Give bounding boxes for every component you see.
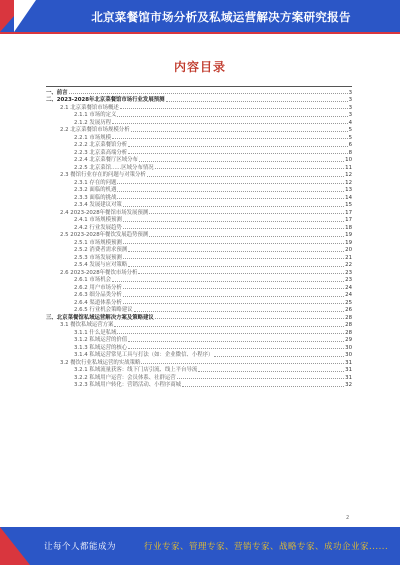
toc-entry[interactable] (46, 291, 352, 299)
page-footer (0, 527, 400, 565)
page-header (0, 0, 400, 32)
toc-leader-dots (198, 371, 344, 372)
toc-entry-title: 2.5.3 市场发展预测 (74, 254, 122, 261)
toc-leader-dots (155, 168, 345, 169)
toc-entry[interactable] (46, 88, 352, 96)
toc-entry-page: 3 (348, 104, 352, 111)
toc-entry-page: 28 (345, 329, 352, 336)
table-of-contents (46, 88, 352, 388)
report-title: 北京菜餐馆市场分析及私域运营解决方案研究报告 (91, 10, 351, 24)
toc-entry-page: 5 (348, 127, 352, 133)
toc-entry-page: 23 (345, 269, 352, 276)
toc-leader-dots (123, 258, 344, 259)
toc-entry-page: 15 (345, 202, 352, 208)
toc-entry-title: 2.5.1 市场规模预测 (74, 239, 122, 246)
toc-entry-page: 26 (345, 307, 352, 313)
toc-leader-dots (177, 378, 344, 379)
toc-entry-page: 21 (345, 254, 352, 261)
toc-entry-title: 2.6.5 行业机会策略建议 (74, 307, 133, 313)
toc-leader-dots (214, 356, 344, 357)
toc-entry[interactable] (46, 351, 352, 359)
toc-leader-dots (166, 101, 348, 102)
toc-entry-page: 31 (345, 367, 352, 373)
toc-leader-dots (123, 296, 344, 297)
toc-entry-title: 2.2.5 北京菜馆......区域分布情况 (74, 164, 154, 171)
toc-entry[interactable] (46, 103, 352, 111)
toc-entry[interactable] (46, 223, 352, 231)
toc-entry[interactable] (46, 193, 352, 201)
toc-entry-title: 2.5.4 发展与应对策略 (74, 262, 128, 268)
toc-entry-title: 3.1.3 私域运营的核心 (74, 344, 128, 351)
toc-entry-page: 29 (345, 337, 352, 343)
toc-entry[interactable] (46, 306, 352, 314)
toc-leader-dots (114, 326, 344, 327)
footer-red-corner (0, 527, 30, 565)
toc-leader-dots (117, 333, 344, 334)
toc-entry-title: 2.3.3 面临的挑战 (74, 194, 117, 201)
toc-entry-title: 3.1.2 私域运营的价值 (74, 337, 128, 343)
toc-entry-page: 14 (345, 194, 352, 201)
toc-top-rule (46, 86, 352, 87)
toc-entry[interactable] (46, 313, 352, 321)
toc-leader-dots (139, 161, 344, 162)
toc-entry[interactable] (46, 96, 352, 104)
toc-entry-page: 19 (345, 232, 352, 238)
toc-entry-title: 2.3.4 发展建议对策 (74, 202, 122, 208)
toc-entry[interactable] (46, 163, 352, 171)
toc-entry-title: 三、北京菜餐馆私域运营解决方案及策略建议 (46, 314, 154, 321)
toc-entry[interactable] (46, 111, 352, 119)
toc-entry[interactable] (46, 253, 352, 261)
toc-leader-dots (128, 251, 344, 252)
toc-entry[interactable] (46, 343, 352, 351)
toc-entry-page: 32 (345, 382, 352, 388)
toc-leader-dots (112, 281, 344, 282)
toc-entry-title: 2.1.2 发展历程 (74, 119, 111, 126)
toc-entry[interactable] (46, 216, 352, 224)
toc-entry-title: 2.4.2 行业发展趋势 (74, 224, 122, 231)
toc-entry-title: 2.2.2 北京菜餐馆分析 (74, 142, 128, 148)
toc-entry-title: 2.3.1 存在的问题 (74, 179, 117, 186)
toc-entry-page: 17 (345, 209, 352, 216)
toc-entry[interactable] (46, 141, 352, 149)
toc-entry-title: 3.1.4 私域运营常见工具与打法（如：企业微信、小程序） (74, 352, 214, 358)
toc-entry-title: 2.3.2 面临的机遇 (74, 187, 117, 193)
toc-entry-page: 4 (348, 119, 352, 126)
toc-entry[interactable] (46, 268, 352, 276)
toc-entry-page: 30 (345, 344, 352, 351)
toc-entry-title: 二、2023-2028年北京菜餐馆市场行业发展预测 (46, 97, 165, 103)
toc-entry[interactable] (46, 328, 352, 336)
toc-leader-dots (138, 273, 344, 274)
toc-leader-dots (134, 311, 345, 312)
toc-entry-title: 2.2.1 市场规模 (74, 134, 111, 141)
toc-leader-dots (128, 153, 347, 154)
toc-entry-title: 2.6.1 市场机会 (74, 277, 111, 283)
toc-leader-dots (123, 303, 344, 304)
toc-leader-dots (182, 386, 344, 387)
toc-leader-dots (117, 183, 344, 184)
toc-entry-page: 24 (345, 292, 352, 298)
toc-leader-dots (123, 221, 344, 222)
toc-leader-dots (141, 363, 344, 364)
toc-entry[interactable] (46, 118, 352, 126)
toc-entry-title: 3.2.1 私域流量获客：线下门店引流、线上平台导流 (74, 367, 198, 373)
toc-entry[interactable] (46, 238, 352, 246)
toc-entry[interactable] (46, 156, 352, 164)
toc-entry[interactable] (46, 201, 352, 209)
toc-entry-page: 3 (348, 112, 352, 118)
toc-entry-page: 31 (345, 359, 352, 366)
toc-leader-dots (117, 191, 344, 192)
toc-entry-title: 2.1.1 市场的定义 (74, 112, 117, 118)
toc-leader-dots (149, 236, 344, 237)
toc-entry[interactable] (46, 178, 352, 186)
toc-entry[interactable] (46, 171, 352, 179)
toc-entry-page: 23 (345, 277, 352, 283)
toc-leader-dots (147, 176, 344, 177)
toc-leader-dots (120, 108, 348, 109)
toc-leader-dots (128, 266, 344, 267)
toc-entry-title: 2.4.1 市场规模预测 (74, 217, 122, 223)
toc-entry-page: 28 (345, 314, 352, 321)
toc-leader-dots (123, 228, 344, 229)
toc-entry-page: 11 (345, 164, 352, 171)
toc-entry-title: 2.5.2 消费者需求预测 (74, 247, 128, 253)
toc-leader-dots (128, 341, 344, 342)
toc-entry[interactable] (46, 186, 352, 194)
toc-entry[interactable] (46, 358, 352, 366)
toc-entry-page: 8 (348, 149, 352, 156)
toc-entry-title: 2.6.3 细分品类分析 (74, 292, 122, 298)
toc-entry-title: 2.4 2023-2028年餐馆市场发展预测 (60, 209, 149, 216)
toc-leader-dots (123, 243, 344, 244)
toc-entry[interactable] (46, 208, 352, 216)
toc-entry-title: 一、前言 (46, 89, 68, 96)
toc-entry-page: 25 (345, 299, 352, 306)
toc-leader-dots (128, 146, 347, 147)
toc-entry-title: 2.5 2023-2028年餐饮发展趋势预测 (60, 232, 149, 238)
toc-leader-dots (117, 198, 344, 199)
toc-entry-title: 3.2.3 私域用户转化：营销活动、小程序商城 (74, 382, 182, 388)
toc-leader-dots (155, 318, 344, 319)
toc-entry-page: 24 (345, 284, 352, 291)
toc-leader-dots (149, 213, 344, 214)
toc-entry-page: 28 (345, 322, 352, 328)
toc-heading: 内容目录 (173, 60, 226, 74)
toc-entry-page: 6 (348, 142, 352, 148)
toc-entry[interactable] (46, 148, 352, 156)
toc-entry-page: 20 (345, 247, 352, 253)
toc-leader-dots (131, 131, 348, 132)
toc-leader-dots (123, 206, 344, 207)
toc-entry-title: 2.6 2023-2028年餐饮市场分析 (60, 269, 138, 276)
toc-entry[interactable] (46, 298, 352, 306)
toc-entry-title: 3.2.2 私域用户运营：会员体系、社群运营 (74, 374, 176, 381)
toc-entry-page: 31 (345, 374, 352, 381)
toc-entry[interactable] (46, 381, 352, 389)
header-divider (0, 32, 400, 34)
toc-leader-dots (112, 123, 348, 124)
page-number: 2 (346, 515, 350, 521)
toc-entry-title: 2.6.4 渠道体系分析 (74, 299, 122, 306)
toc-leader-dots (123, 288, 344, 289)
toc-entry-page: 22 (345, 262, 352, 268)
footer-slogan-left: 让每个人都能成为 (44, 542, 117, 552)
toc-entry[interactable] (46, 366, 352, 374)
toc-entry-title: 2.2.3 北京菜高端分析 (74, 149, 128, 156)
toc-entry[interactable] (46, 373, 352, 381)
toc-entry-page: 3 (348, 89, 352, 96)
toc-entry-title: 2.2.4 北京菜餐厅区域分布 (74, 157, 138, 163)
toc-entry-page: 12 (345, 179, 352, 186)
toc-entry-page: 5 (348, 134, 352, 141)
toc-entry[interactable] (46, 283, 352, 291)
toc-leader-dots (128, 348, 344, 349)
toc-entry-page: 18 (345, 224, 352, 231)
toc-leader-dots (112, 138, 348, 139)
toc-entry[interactable] (46, 246, 352, 254)
toc-leader-dots (69, 93, 348, 94)
toc-entry-page: 12 (345, 172, 352, 178)
toc-entry[interactable] (46, 133, 352, 141)
footer-slogan-right: 行业专家、管理专家、营销专家、战略专家、成功企业家...... (144, 542, 389, 552)
toc-entry-page: 3 (348, 97, 352, 103)
toc-entry-title: 3.2 餐饮行业私域运营的实战策略 (60, 359, 141, 366)
toc-entry-title: 3.1.1 什么是私域 (74, 329, 117, 336)
toc-leader-dots (117, 116, 347, 117)
header-white-stripe (14, 0, 36, 32)
toc-entry[interactable] (46, 231, 352, 239)
toc-entry-page: 17 (345, 217, 352, 223)
toc-entry-title: 2.3 餐馆行业存在的问题与对策分析 (60, 172, 146, 178)
toc-entry-page: 10 (345, 157, 352, 163)
toc-entry-page: 30 (345, 352, 352, 358)
toc-entry[interactable] (46, 321, 352, 329)
toc-entry[interactable] (46, 261, 352, 269)
toc-entry-title: 2.1 北京菜餐馆市场概述 (60, 104, 119, 111)
toc-entry[interactable] (46, 126, 352, 134)
toc-entry-title: 2.6.2 用户市场分析 (74, 284, 122, 291)
toc-entry-title: 3.1 餐饮私域运营方案 (60, 322, 114, 328)
toc-entry[interactable] (46, 276, 352, 284)
toc-entry-page: 19 (345, 239, 352, 246)
toc-entry-page: 13 (345, 187, 352, 193)
toc-entry[interactable] (46, 336, 352, 344)
toc-entry-title: 2.2 北京菜餐馆市场规模分析 (60, 127, 130, 133)
